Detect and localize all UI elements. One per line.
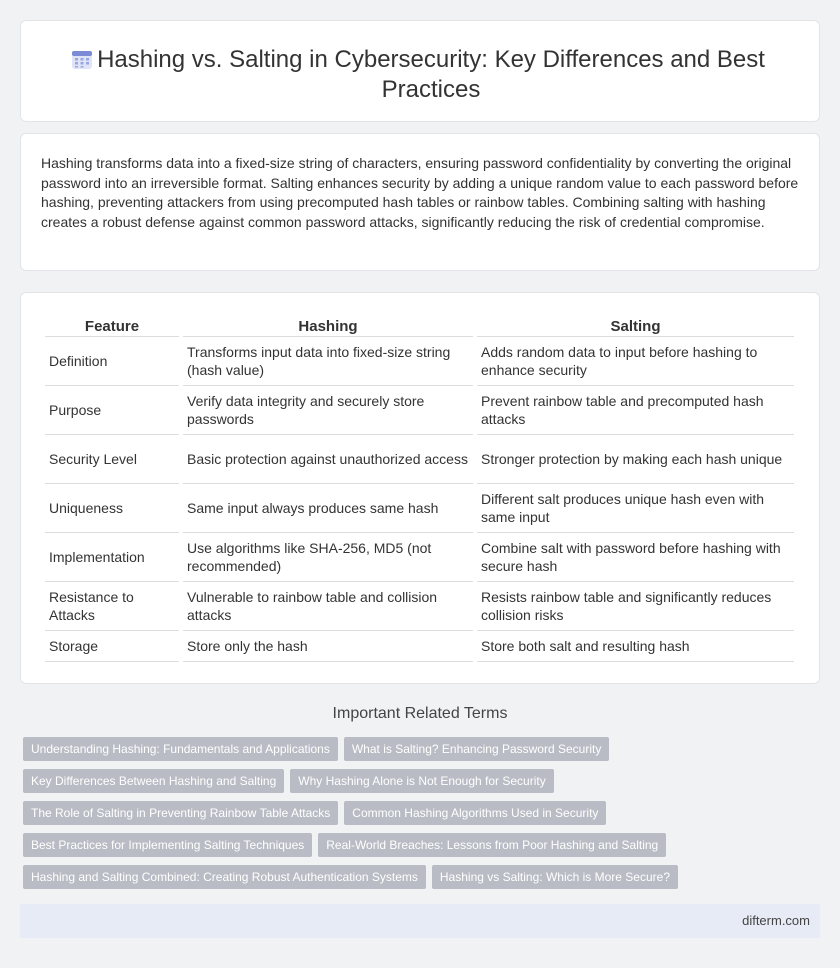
table-row bbox=[45, 484, 794, 533]
feature-cell: Resistance to Attacks bbox=[45, 582, 179, 631]
feature-cell: Implementation bbox=[45, 533, 179, 582]
intro-paragraph: Hashing transforms data into a fixed-size string of characters, ensuring password confidentiality by converting the original password into an irreversible format. Salting enhances security by adding a unique random value to each password before hashing, preventing attackers from using precomputed hash tables or rainbow tables. Combining salting with hashing creates a robust defense against common password attacks, significantly reducing the risk of credential compromise. bbox=[41, 155, 799, 230]
comparison-card bbox=[20, 292, 820, 684]
salting-cell: Combine salt with password before hashing with secure hash bbox=[477, 533, 794, 582]
table-row bbox=[45, 582, 794, 631]
table-row bbox=[45, 337, 794, 386]
feature-cell: Purpose bbox=[45, 386, 179, 435]
related-term-link[interactable]: Understanding Hashing: Fundamentals and Applications bbox=[23, 737, 338, 761]
tag-row bbox=[23, 833, 823, 865]
title-card bbox=[20, 20, 820, 122]
salting-cell: Store both salt and resulting hash bbox=[477, 631, 794, 662]
hashing-cell: Vulnerable to rainbow table and collision attacks bbox=[183, 582, 473, 631]
table-row bbox=[45, 386, 794, 435]
page-title-wrap bbox=[81, 45, 781, 105]
salting-cell: Adds random data to input before hashing to enhance security bbox=[477, 337, 794, 386]
hashing-cell: Store only the hash bbox=[183, 631, 473, 662]
related-term-link[interactable]: The Role of Salting in Preventing Rainbow Table Attacks bbox=[23, 801, 338, 825]
intro-card bbox=[20, 133, 820, 271]
tag-row bbox=[23, 769, 823, 801]
table-row bbox=[45, 533, 794, 582]
tag-row bbox=[23, 737, 823, 769]
related-term-link[interactable]: Hashing and Salting Combined: Creating Robust Authentication Systems bbox=[23, 865, 426, 889]
comparison-table bbox=[41, 315, 798, 662]
related-terms-heading: Important Related Terms bbox=[332, 705, 508, 722]
table-row bbox=[45, 631, 794, 662]
salting-cell: Stronger protection by making each hash unique bbox=[477, 435, 794, 484]
related-term-link[interactable]: Best Practices for Implementing Salting Techniques bbox=[23, 833, 312, 857]
hashing-cell: Verify data integrity and securely store passwords bbox=[183, 386, 473, 435]
feature-cell: Security Level bbox=[45, 435, 179, 484]
header-feature: Feature bbox=[45, 315, 179, 337]
header-salting: Salting bbox=[477, 315, 794, 337]
tag-row bbox=[23, 801, 823, 833]
hashing-cell: Same input always produces same hash bbox=[183, 484, 473, 533]
salting-cell: Prevent rainbow table and precomputed hash attacks bbox=[477, 386, 794, 435]
related-term-link[interactable]: Hashing vs Salting: Which is More Secure? bbox=[432, 865, 678, 889]
header-hashing: Hashing bbox=[183, 315, 473, 337]
feature-cell: Uniqueness bbox=[45, 484, 179, 533]
related-term-link[interactable]: Why Hashing Alone is Not Enough for Security bbox=[290, 769, 553, 793]
tag-row bbox=[23, 865, 823, 897]
related-term-link[interactable]: Real-World Breaches: Lessons from Poor Hashing and Salting bbox=[318, 833, 666, 857]
feature-cell: Storage bbox=[45, 631, 179, 662]
hashing-cell: Use algorithms like SHA-256, MD5 (not recommended) bbox=[183, 533, 473, 582]
page-title: Hashing vs. Salting in Cybersecurity: Key Differences and Best Practices bbox=[97, 46, 765, 103]
related-term-link[interactable]: Common Hashing Algorithms Used in Security bbox=[344, 801, 606, 825]
table-row bbox=[45, 435, 794, 484]
table-header-row bbox=[45, 315, 794, 337]
hashing-cell: Transforms input data into fixed-size string (hash value) bbox=[183, 337, 473, 386]
related-terms-list bbox=[23, 737, 823, 897]
hashing-cell: Basic protection against unauthorized access bbox=[183, 435, 473, 484]
related-term-link[interactable]: Key Differences Between Hashing and Salting bbox=[23, 769, 284, 793]
footer-site-link[interactable]: difterm.com bbox=[742, 913, 810, 928]
related-term-link[interactable]: What is Salting? Enhancing Password Security bbox=[344, 737, 609, 761]
salting-cell: Different salt produces unique hash even with same input bbox=[477, 484, 794, 533]
footer bbox=[20, 904, 820, 938]
salting-cell: Resists rainbow table and significantly reduces collision risks bbox=[477, 582, 794, 631]
feature-cell: Definition bbox=[45, 337, 179, 386]
